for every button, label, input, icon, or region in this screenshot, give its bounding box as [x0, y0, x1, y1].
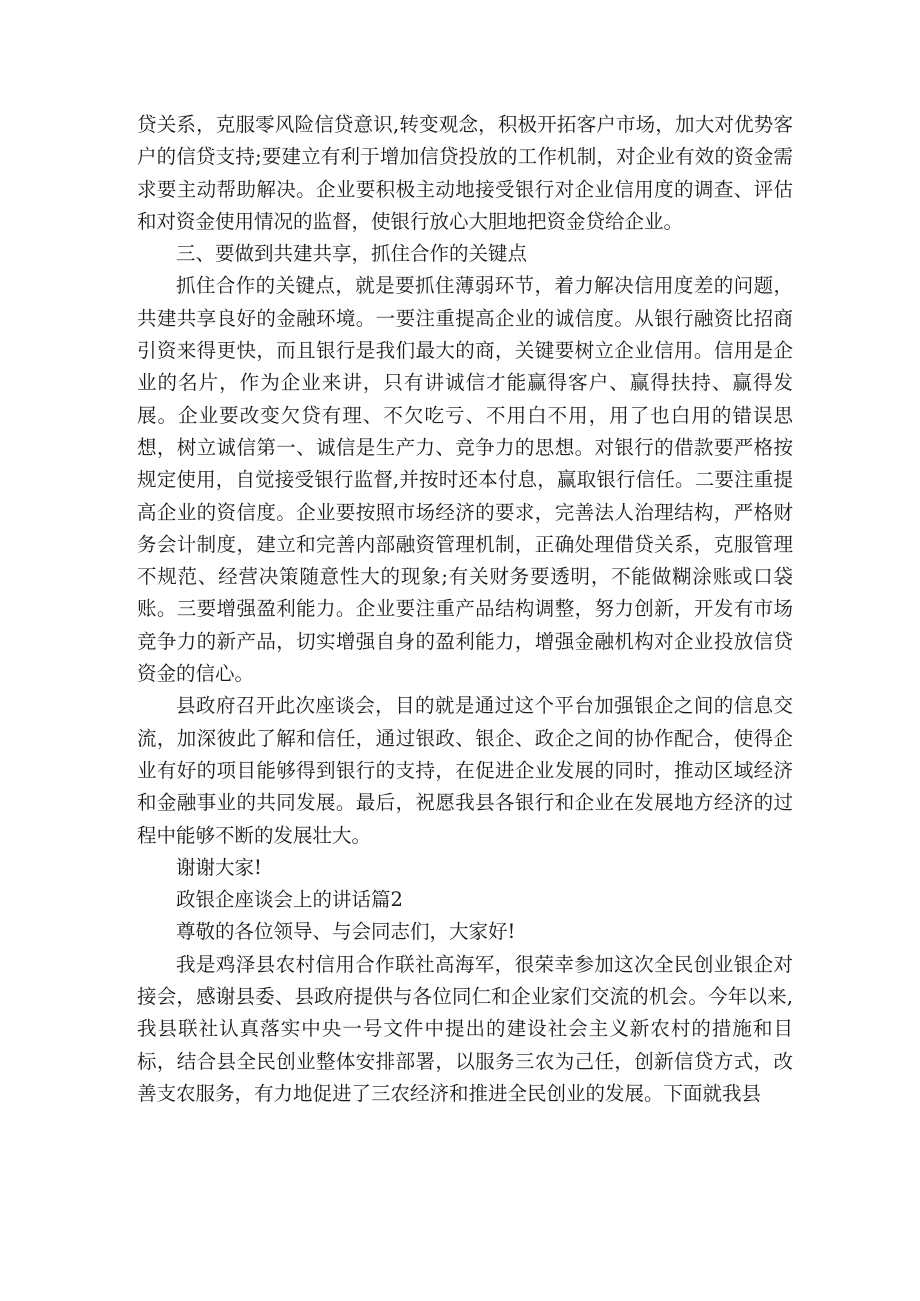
closing-thanks: 谢谢大家! — [176, 855, 262, 879]
paragraph-credit-support: 贷关系，克服零风险信贷意识,转变观念，积极开拓客户市场，加大对优势客户的信贷支持;要建立有利于增加信贷投放的工作机制，对企业有效的资金需求要主动帮助解决。企业要积极主动地接受银行对企业信用度的调查、评估和对资金使用情况的监督，使银行放心大胆地把资金贷给企业。 — [137, 113, 793, 233]
speech-title-part2: 政银企座谈会上的讲话篇2 — [176, 888, 403, 912]
paragraph-cooperation-key-points: 抓住合作的关键点，就是要抓住薄弱环节，着力解决信用度差的问题，共建共享良好的金融环境。一要注重提高企业的诚信度。从银行融资比招商引资来得更快，而且银行是我们最大的商，关键要树立企业信用。信用是企业的名片，作为企业来讲，只有讲诚信才能赢得客户、赢得扶持、赢得发展。企业要改变欠贷有理、不欠吃亏、不用白不用，用了也白用的错误思想，树立诚信第一、诚信是生产力、竞争力的思想。对银行的借款要严格按规定使用，自觉接受银行监督,并按时还本付息，赢取银行信任。二要注重提高企业的资信度。企业要按照市场经济的要求，完善法人治理结构，严格财务会计制度，建立和完善内部融资管理机制，正确处理借贷关系，克服管理不规范、经营决策随意性大的现象;有关财务要透明，不能做糊涂账或口袋账。三要增强盈利能力。企业要注重产品结构调整，努力创新，开发有市场竞争力的新产品，切实增强自身的盈利能力，增强金融机构对企业投放信贷资金的信心。 — [137, 274, 793, 686]
greeting-line: 尊敬的各位领导、与会同志们，大家好! — [176, 920, 516, 944]
paragraph-speaker-intro: 我是鸡泽县农村信用合作联社高海军，很荣幸参加这次全民创业银企对接会，感谢县委、县政府提供与各位同仁和企业家们交流的机会。今年以来,我县联社认真落实中央一号文件中提出的建设社会主义新农村的措施和目标，结合县全民创业整体安排部署，以服务三农为己任，创新信贷方式，改善支农服务，有力地促进了三农经济和推进全民创业的发展。下面就我县 — [137, 952, 793, 1105]
document-body — [137, 109, 793, 1110]
section-heading-three: 三、要做到共建共享，抓住合作的关键点 — [176, 242, 528, 266]
paragraph-forum-purpose: 县政府召开此次座谈会，目的就是通过这个平台加强银企之间的信息交流，加深彼此了解和信任，通过银政、银企、政企之间的协作配合，使得企业有好的项目能够得到银行的支持，在促进企业发展的同时，推动区域经济和金融事业的共同发展。最后，祝愿我县各银行和企业在发展地方经济的过程中能够不断的发展壮大。 — [137, 694, 793, 847]
